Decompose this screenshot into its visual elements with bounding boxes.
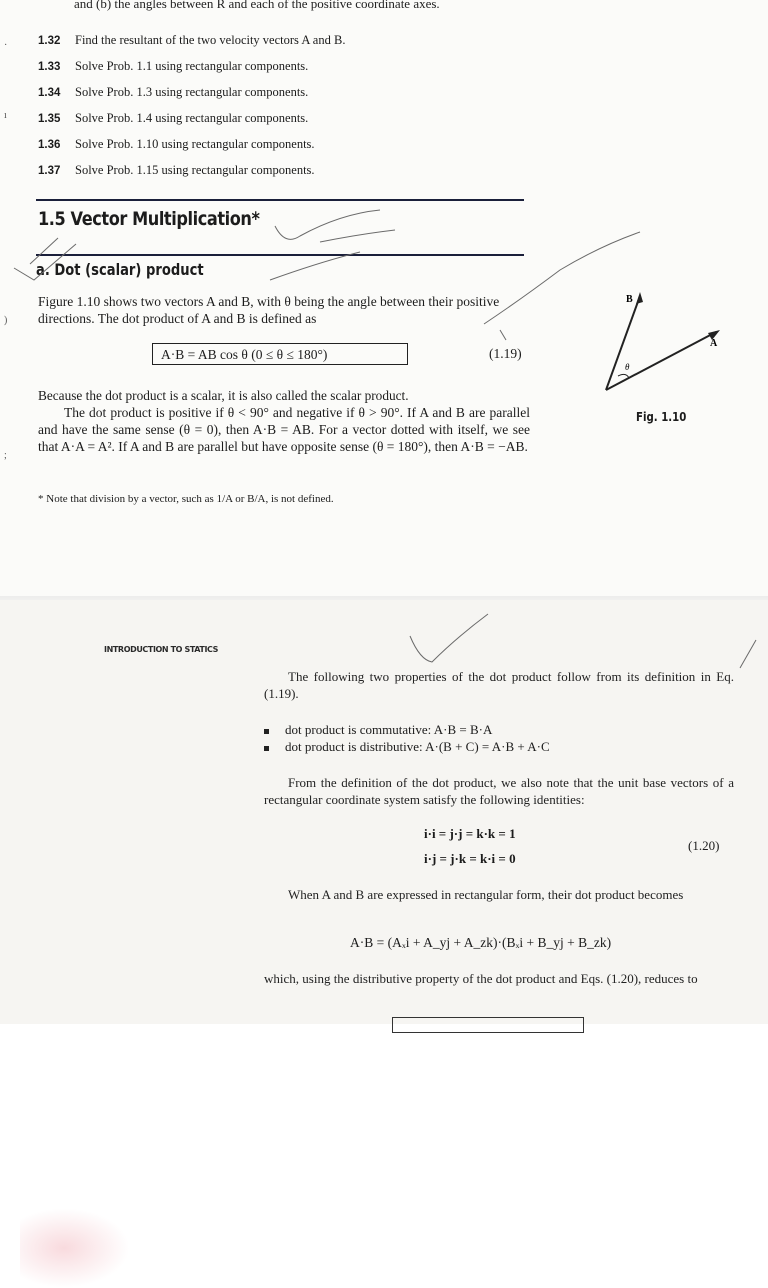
margin-mark: · [4, 40, 8, 51]
pencil-check-mark [410, 614, 488, 662]
scalar-paragraph-body: The dot product is positive if θ < 90° and negative if θ > 90°. If A and B are parallel and have the same sense (θ = 0), then A·B = AB. For a vector dotted with itself, we see that A·A = A². If A and B are parallel but have opposite sense (θ = 180°), then A·B = −AB. [38, 405, 530, 454]
theta-label: θ [625, 362, 630, 372]
margin-mark: ı [4, 110, 7, 121]
finger-smudge [20, 1208, 130, 1288]
vector-a-line [606, 332, 716, 390]
margin-mark: ) [4, 315, 8, 326]
figure-caption: Fig. 1.10 [636, 410, 687, 424]
margin-mark: ; [4, 450, 7, 461]
figure-1-10 [606, 292, 720, 390]
problem-number: 1.32 [38, 35, 61, 47]
angle-arc [618, 374, 629, 378]
dot-product-expansion: A·B = (Aₓi + A_yj + A_zk)·(Bₓi + B_yj + B_zk) [350, 935, 612, 950]
pencil-stroke [270, 252, 360, 280]
identity-line: i·j = j·k = k·i = 0 [424, 851, 516, 866]
identity-line: i·i = j·j = k·k = 1 [424, 826, 516, 841]
pencil-stroke [740, 640, 756, 668]
problem-number: 1.36 [38, 139, 61, 151]
pencil-stroke [500, 330, 506, 340]
cut-off-line: and (b) the angles between R and each of the positive coordinate axes. [74, 0, 440, 11]
reduces-paragraph: which, using the distributive property of the dot product and Eqs. (1.20), reduces to [264, 971, 698, 986]
vector-b-arrowhead [636, 292, 643, 304]
pencil-check-mark [275, 210, 380, 239]
problem-text: Find the resultant of the two velocity vectors A and B. [75, 33, 346, 47]
problem-number: 1.33 [38, 61, 61, 73]
problem-number: 1.35 [38, 113, 61, 125]
pencil-marks [14, 210, 756, 668]
problem-text: Solve Prob. 1.3 using rectangular components. [75, 85, 309, 99]
pencil-stroke [320, 230, 395, 242]
pencil-stroke [484, 232, 640, 324]
problem-text: Solve Prob. 1.1 using rectangular components. [75, 59, 309, 73]
bullet-text: dot product is distributive: A·(B + C) = A·B + A·C [285, 739, 550, 754]
scalar-paragraph-line1: Because the dot product is a scalar, it is also called the scalar product. [38, 388, 409, 403]
footnote: * Note that division by a vector, such as 1/A or B/A, is not defined. [38, 493, 334, 505]
unit-vector-paragraph: From the definition of the dot product, we also note that the unit base vectors of a rectangular coordinate system satisfy the following identities: [264, 775, 734, 807]
vector-b-label: B [626, 294, 633, 305]
equation-box: A·B = AB cos θ (0 ≤ θ ≤ 180°) [152, 343, 408, 365]
problem-text: Solve Prob. 1.4 using rectangular components. [75, 111, 309, 125]
bullet-text: dot product is commutative: A·B = B·A [285, 722, 493, 737]
subsection-title: a. Dot (scalar) product [36, 260, 204, 279]
running-head: INTRODUCTION TO STATICS [104, 645, 219, 654]
properties-intro: The following two properties of the dot product follow from its definition in Eq. (1.19). [264, 669, 734, 701]
section-title: 1.5 Vector Multiplication* [38, 208, 260, 230]
rectangular-form-paragraph: When A and B are expressed in rectangular form, their dot product becomes [288, 887, 684, 902]
problem-text: Solve Prob. 1.15 using rectangular components. [75, 163, 315, 177]
vector-a-label: A [710, 338, 718, 349]
equation-number: (1.19) [489, 346, 522, 361]
problem-text: Solve Prob. 1.10 using rectangular components. [75, 137, 315, 151]
problem-number: 1.37 [38, 165, 61, 177]
pencil-stroke [30, 238, 58, 264]
vector-b-line [606, 296, 640, 390]
equation-number: (1.20) [688, 838, 720, 853]
intro-paragraph: Figure 1.10 shows two vectors A and B, with θ being the angle between their positive directions. The dot product of A and B is defined as [38, 294, 500, 326]
problem-number: 1.34 [38, 87, 61, 99]
